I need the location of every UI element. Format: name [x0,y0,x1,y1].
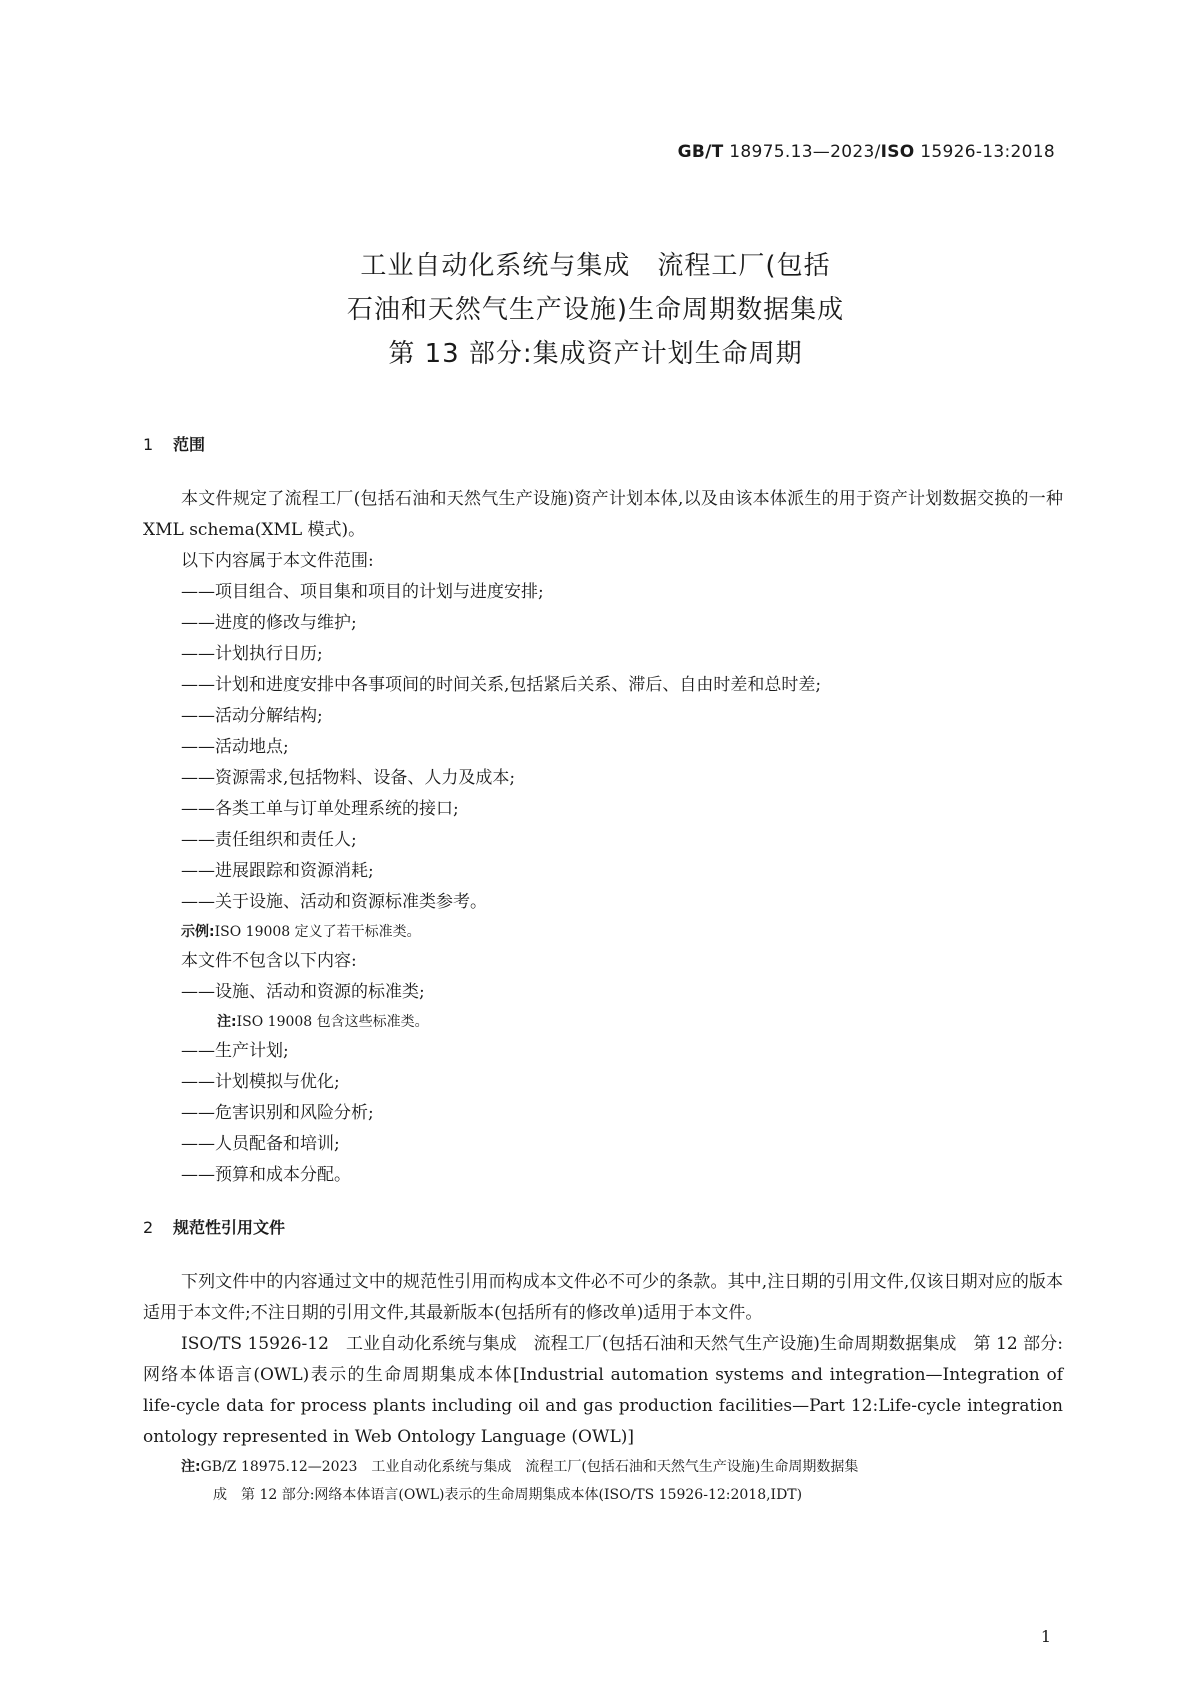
title-line: 石油和天然气生产设施)生命周期数据集成 [346,295,845,325]
list-item: ——计划模拟与优化; [181,1072,340,1092]
note-text: GB/Z 18975.12—2023 工业自动化系统与集成 流程工厂(包括石油和天然气生产设施)生命周期数据集 [200,1459,859,1475]
title-line: 工业自动化系统与集成 流程工厂(包括 [360,251,831,281]
section-number: 2 [143,1218,154,1237]
reference-entry: ISO/TS 15926-12 工业自动化系统与集成 流程工厂(包括石油和天然气生产设施)生命周期数据集成 第 12 部分:网络本体语言(OWL)表示的生命周期集成本体[Industrial automation systems and integration—Integration of life-cycle data for process plants including oil and gas production facilities—Part 12:Life-cycle integration ontology represented in Web Ontology Language (OWL)] [143,1334,1063,1447]
iso-number: 15926-13:2018 [920,142,1055,162]
list-item: ——活动分解结构; [181,706,323,726]
list-item: ——责任组织和责任人; [181,830,357,850]
section-number: 1 [143,435,154,454]
iso-prefix: ISO [880,142,915,162]
example-text: ISO 19008 定义了若干标准类。 [214,924,421,940]
page-number: 1 [1040,1627,1051,1646]
title-line: 第 13 部分:集成资产计划生命周期 [388,339,803,369]
list-item: ——预算和成本分配。 [181,1165,351,1185]
note-text: ISO 19008 包含这些标准类。 [236,1014,429,1030]
list-item: ——人员配备和培训; [181,1134,340,1154]
example [143,918,1063,946]
note-label: 注: [181,1459,201,1475]
list-item: ——进展跟踪和资源消耗; [181,861,374,881]
document-title [0,244,1191,376]
list-item: ——活动地点; [181,737,289,757]
std-prefix: GB/T [677,142,724,162]
list-item: ——关于设施、活动和资源标准类参考。 [181,892,487,912]
list-item: ——计划执行日历; [181,644,323,664]
std-number: 18975.13—2023/ [729,142,881,162]
paragraph: 本文件规定了流程工厂(包括石油和天然气生产设施)资产计划本体,以及由该本体派生的用于资产计划数据交换的一种 XML schema(XML 模式)。 [143,489,1063,540]
list-item: ——计划和进度安排中各事项间的时间关系,包括紧后关系、滞后、自由时差和总时差; [181,675,822,695]
section-heading-normative-refs [143,1213,1063,1243]
note [143,1008,1063,1036]
paragraph: 下列文件中的内容通过文中的规范性引用而构成本文件必不可少的条款。其中,注日期的引用文件,仅该日期对应的版本适用于本文件;不注日期的引用文件,其最新版本(包括所有的修改单)适用于本文件。 [143,1272,1063,1323]
example-label: 示例: [181,924,215,940]
list-item: ——进度的修改与维护; [181,613,357,633]
out-scope-list [143,1036,1063,1191]
list-item: ——危害识别和风险分析; [181,1103,374,1123]
document-body [143,430,1063,1509]
list-lead: 以下内容属于本文件范围: [181,551,374,571]
section-title: 范围 [173,435,206,454]
list-item: ——资源需求,包括物料、设备、人力及成本; [181,768,516,788]
note-label: 注: [217,1014,237,1030]
in-scope-list [143,577,1063,918]
standard-code [678,142,1055,162]
section-title: 规范性引用文件 [173,1218,286,1237]
list-item: ——各类工单与订单处理系统的接口; [181,799,459,819]
section-heading-scope [143,430,1063,460]
reference-note [143,1453,1063,1509]
list-item: ——设施、活动和资源的标准类; [181,982,425,1002]
note-text: 成 第 12 部分:网络本体语言(OWL)表示的生命周期集成本体(ISO/TS 15926-12:2018,IDT) [213,1487,803,1503]
list-lead: 本文件不包含以下内容: [181,951,357,971]
list-item: ——生产计划; [181,1041,289,1061]
list-item: ——项目组合、项目集和项目的计划与进度安排; [181,582,544,602]
